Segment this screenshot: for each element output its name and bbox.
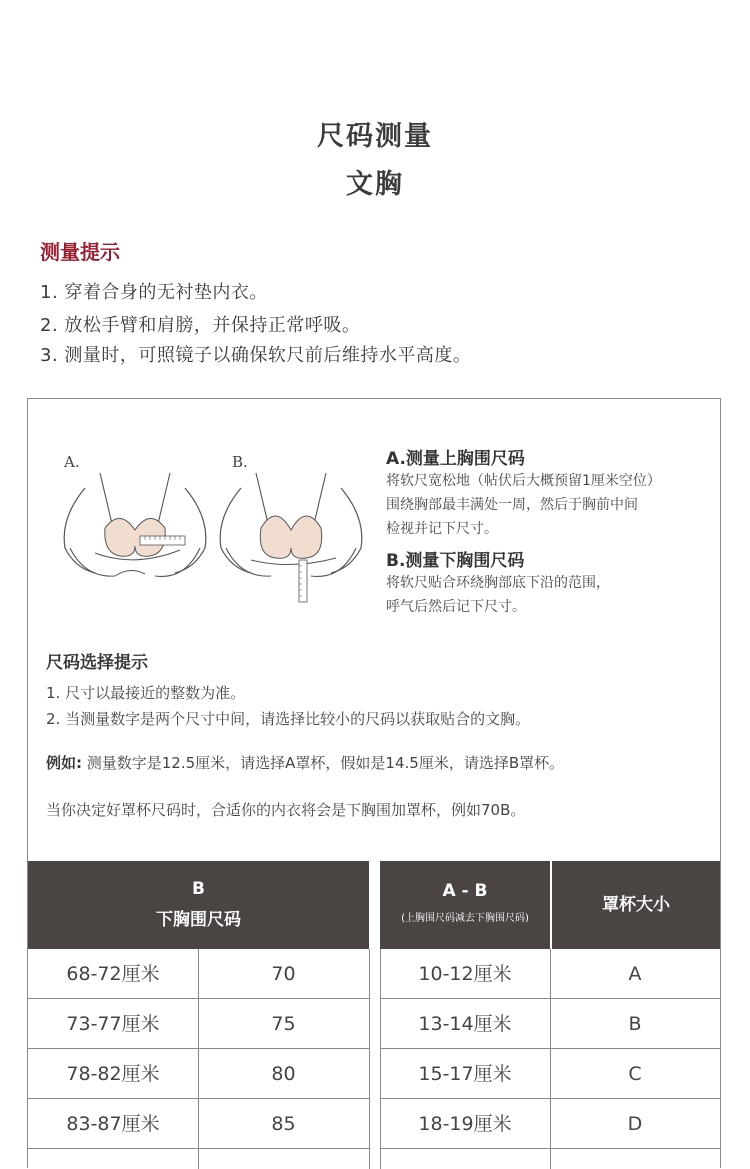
measure-under-bust-illustration xyxy=(211,458,371,608)
cup-letter-cell: B xyxy=(550,999,720,1049)
under-bust-heading: B.测量下胸围尺码 xyxy=(386,551,525,571)
upper-bust-heading: A.测量上胸围尺码 xyxy=(386,449,525,469)
under-bust-range-cell: 68-72厘米 xyxy=(28,949,198,999)
cup-size-header-label: 罩杯大小 xyxy=(602,895,670,915)
tips-heading: 测量提示 xyxy=(40,240,120,264)
page-subtitle: 文胸 xyxy=(346,169,404,200)
under-bust-range-cell: 83-87厘米 xyxy=(28,1099,198,1149)
upper-bust-text: 检视并记下尺寸。 xyxy=(386,521,498,537)
band-size-cell: 75 xyxy=(198,999,369,1049)
size-tip-item: 2. 当测量数字是两个尺寸中间，请选择比较小的尺码以获取贴合的文胸。 xyxy=(46,710,531,728)
example-label: 例如: xyxy=(46,754,82,772)
difference-range-cell: 13-14厘米 xyxy=(380,999,550,1049)
cup-letter-cell: C xyxy=(550,1049,720,1099)
size-tips-heading: 尺码选择提示 xyxy=(46,653,148,673)
example-text xyxy=(46,752,564,773)
under-bust-text: 呼气后然后记下尺寸。 xyxy=(386,599,526,615)
upper-bust-text: 将软尺宽松地（帖伏后大概预留1厘米空位） xyxy=(386,473,661,489)
under-bust-range-cell: 73-77厘米 xyxy=(28,999,198,1049)
upper-bust-text: 围绕胸部最丰满处一周，然后于胸前中间 xyxy=(386,497,638,513)
under-bust-text: 将软尺贴合环绕胸部底下沿的范围， xyxy=(386,575,610,591)
table-divider xyxy=(550,949,551,1169)
difference-header-line2: (上胸围尺码减去下胸围尺码) xyxy=(401,913,529,924)
example-body: 测量数字是12.5厘米，请选择A罩杯，假如是14.5厘米，请选择B罩杯。 xyxy=(82,754,565,772)
table-divider xyxy=(198,949,199,1169)
under-bust-header-line1: B xyxy=(192,879,205,899)
table-divider xyxy=(380,949,381,1169)
cup-size-header xyxy=(552,861,720,949)
size-tip-item: 1. 尺寸以最接近的整数为准。 xyxy=(46,684,246,702)
size-guide-panel xyxy=(27,398,721,1168)
band-size-cell: 85 xyxy=(198,1099,369,1149)
tip-item: 3. 测量时，可照镜子以确保软尺前后维持水平高度。 xyxy=(40,345,472,366)
difference-range-cell: 18-19厘米 xyxy=(380,1099,550,1149)
band-size-cell: 80 xyxy=(198,1049,369,1099)
figure-label-a: A. xyxy=(64,453,80,471)
under-bust-header xyxy=(28,861,369,949)
difference-range-cell: 10-12厘米 xyxy=(380,949,550,999)
under-bust-range-cell: 78-82厘米 xyxy=(28,1049,198,1099)
table-divider xyxy=(369,949,370,1169)
band-size-cell: 70 xyxy=(198,949,369,999)
figure-label-b: B. xyxy=(232,453,248,471)
cup-letter-cell: D xyxy=(550,1099,720,1149)
difference-header xyxy=(380,861,550,949)
measure-upper-bust-illustration xyxy=(55,458,215,608)
tip-item: 1. 穿着合身的无衬垫内衣。 xyxy=(40,282,268,303)
page-title: 尺码测量 xyxy=(317,121,433,152)
difference-range-cell: 15-17厘米 xyxy=(380,1049,550,1099)
under-bust-header-line2: 下胸围尺码 xyxy=(156,910,241,930)
difference-header-line1: A - B xyxy=(442,881,488,901)
cup-letter-cell: A xyxy=(550,949,720,999)
decide-text: 当你决定好罩杯尺码时，合适你的内衣将会是下胸围加罩杯，例如70B。 xyxy=(46,801,526,819)
tip-item: 2. 放松手臂和肩膀，并保持正常呼吸。 xyxy=(40,315,361,336)
